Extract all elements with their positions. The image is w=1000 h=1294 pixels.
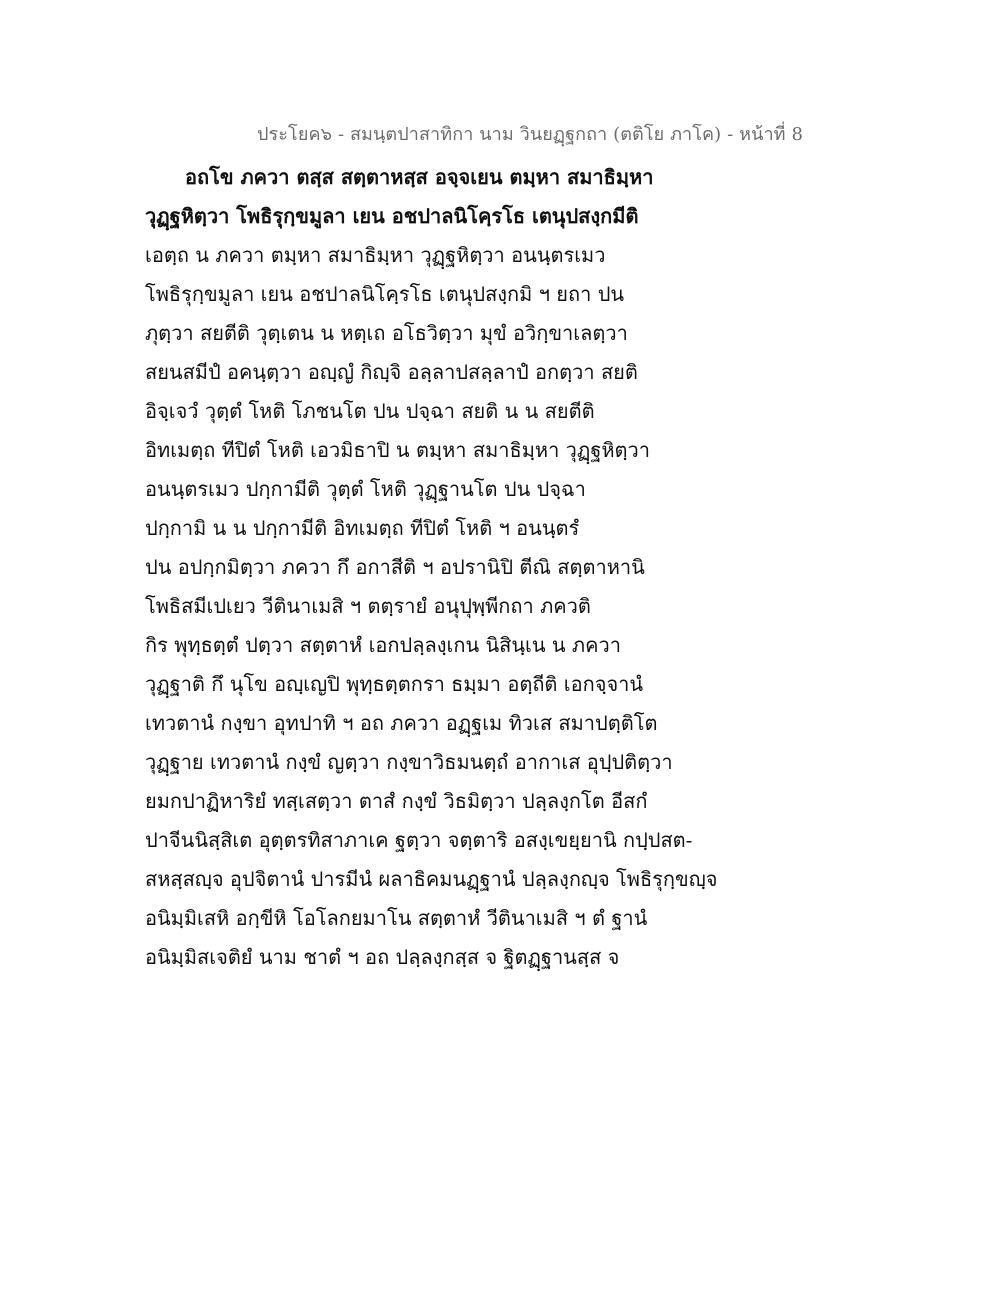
text-line-4: โพธิรุกฺขมูลา เยน อชปาลนิโคฺรโธ เตนุปสงฺกมิ ฯ ยถา ปน bbox=[145, 282, 625, 306]
text-line-15: เทวตานํ กงฺขา อุทปาทิ ฯ อถ ภควา อฏฺฐเม ทิวเส สมาปตฺติโต bbox=[145, 711, 658, 735]
body-text bbox=[145, 158, 775, 977]
text-line-8: อิทเมตฺถ ทีปิตํ โหติ เอวมิธาปิ น ตมฺหา สมาธิมฺหา วุฏฺฐหิตฺวา bbox=[145, 438, 650, 462]
text-line-19: สหสฺสญฺจ อุปจิตานํ ปารมีนํ ผลาธิคมนฏฺฐานํ ปลฺลงฺกญฺจ โพธิรุกฺขญฺจ bbox=[145, 867, 718, 891]
text-line-17: ยมกปาฏิหาริยํ ทสฺเสตฺวา ตาสํ กงฺขํ วิธมิตฺวา ปลฺลงฺกโต อีสกํ bbox=[145, 789, 648, 813]
text-line-2: วุฏฺฐหิตฺวา โพธิรุกฺขมูลา เยน อชปาลนิโคฺรโธ เตนุปสงฺกมีติ bbox=[145, 204, 639, 228]
text-line-5: ภุตฺวา สยตีติ วุตฺเตน น หตฺเถ อโธวิตฺวา มุขํ อวิกฺขาเลตฺวา bbox=[145, 321, 628, 345]
text-line-13: กิร พุทฺธตฺตํ ปตฺวา สตฺตาหํ เอกปลฺลงฺเกน นิสินฺเน น ภควา bbox=[145, 633, 621, 657]
text-line-18: ปาจีนนิสฺสิเต อุตฺตรทิสาภาเค ฐตฺวา จตฺตาริ อสงฺเขยฺยานิ กปฺปสต- bbox=[145, 828, 693, 852]
text-line-1: อถโข ภควา ตสฺส สตฺตาหสฺส อจฺจเยน ตมฺหา สมาธิมฺหา bbox=[185, 165, 654, 189]
running-header: ประโยค๖ - สมนฺตปาสาทิกา นาม วินยฏฺฐกถา (ตติโย ภาโค) - หน้าที่ 8 bbox=[257, 124, 804, 145]
text-line-20: อนิมฺมิเสหิ อกฺขีหิ โอโลกยมาโน สตฺตาหํ วีตินาเมสิ ฯ ตํ ฐานํ bbox=[145, 906, 648, 930]
text-line-6: สยนสมีปํ อคนฺตฺวา อญฺญํ กิญฺจิ อลฺลาปสลฺลาปํ อกตฺวา สยติ bbox=[145, 360, 638, 384]
text-line-12: โพธิสมีเปเยว วีตินาเมสิ ฯ ตตฺรายํ อนุปุพฺพีกถา ภควติ bbox=[145, 594, 591, 618]
text-line-3: เอตฺถ น ภควา ตมฺหา สมาธิมฺหา วุฏฺฐหิตฺวา อนนฺตรเมว bbox=[145, 243, 606, 267]
text-line-14: วุฏฺฐาติ กึ นุโข อญฺเญปิ พุทฺธตฺตกรา ธมฺมา อตฺถีติ เอกจฺจานํ bbox=[145, 672, 644, 696]
text-line-10: ปกฺกามิ น น ปกฺกามีติ อิทเมตฺถ ทีปิตํ โหติ ฯ อนนฺตรํ bbox=[145, 516, 580, 540]
text-line-11: ปน อปกฺกมิตฺวา ภควา กึ อกาสีติ ฯ อปรานิปิ ตีณิ สตฺตาหานิ bbox=[145, 555, 645, 579]
text-line-9: อนนฺตรเมว ปกฺกามีติ วุตฺตํ โหติ วุฏฺฐานโต ปน ปจฺฉา bbox=[145, 477, 586, 501]
text-line-7: อิจฺเจวํ วุตฺตํ โหติ โภชนโต ปน ปจฺฉา สยติ น น สยตีติ bbox=[145, 399, 595, 423]
text-line-21: อนิมฺมิสเจติยํ นาม ชาตํ ฯ อถ ปลฺลงฺกสฺส จ ฐิตฏฺฐานสฺส จ bbox=[145, 945, 620, 969]
text-line-16: วุฏฺฐาย เทวตานํ กงฺขํ ญตฺวา กงฺขาวิธมนตฺถํ อากาเส อุปฺปติตฺวา bbox=[145, 750, 673, 774]
